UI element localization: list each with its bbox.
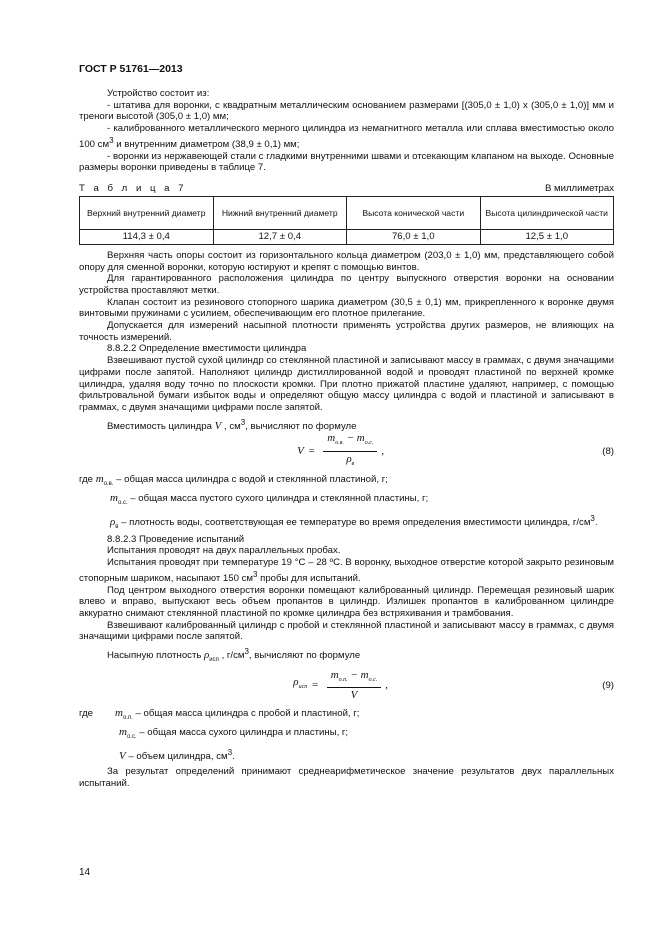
paragraph: - воронки из нержавеющей стали с гладкими внутренними швами и отсекающим клапаном на выходе. Основные размеры воронки приведены в таблице 7. (79, 150, 614, 174)
paragraph: Устройство состоит из: (107, 88, 210, 99)
text-span: Вместимость цилиндра (107, 420, 215, 432)
table-cell: 114,3 ± 0,4 (80, 229, 214, 244)
paragraph: - штатива для воронки, с квадратным металлическим основанием размерами [(305,0 ± 1,0) х (305,0 ± 1,0)] мм и треноги высотой (305,0 ± 1,0) мм; (79, 99, 614, 123)
formula-numerator: $m_{о.в.} - m_{о.с.}$ (323, 433, 377, 452)
formula-expression: $\rho_{исп}$ = $\frac{m_{о.п.} - m_{о.с.}}{V}$ , (293, 668, 388, 702)
formula-comma: , (381, 444, 385, 457)
superscript: 3 (240, 417, 246, 427)
table-row (80, 229, 614, 244)
definition-line: $\rho_в$ – плотность воды, соответствующая ее температуре во время определения вместимости цилиндра, $г/см^3$. (110, 513, 598, 530)
formula-expression: V = $\frac{m_{о.в.} - m_{о.с.}}{\rho_в}$ , (79, 433, 602, 471)
table-caption-row (79, 183, 614, 195)
text-span: и внутренним диаметром (38,9 ± 0,1) мм; (113, 139, 300, 150)
definition-line: V – объем цилиндра, $см^3$. (119, 748, 235, 763)
section-heading: 8.8.2.2 Определение вместимости цилиндра (107, 343, 307, 355)
formula-denominator: $\rho_в$ (346, 452, 355, 467)
formula-8 (79, 433, 614, 471)
formula-9 (79, 667, 614, 705)
paragraph: Насыпную плотность $\rho_{исп}$ , $г/см^3$, вычисляют по формуле (107, 647, 361, 664)
definition-line: где $m_{о.п.}$ – общая масса цилиндра с пробой и пластиной, г; (79, 706, 360, 721)
paragraph: Клапан состоит из резинового стопорного шарика диаметром (30,5 ± 0,1) мм, прикрепленного к воронке двумя винтовыми пружинами с усилием, обеспечивающим его плотное прилегание. (79, 296, 614, 320)
formula-denominator: V (350, 689, 358, 702)
definition-line: где $m_{о.в.}$ – общая масса цилиндра с водой и стеклянной пластиной, г; (79, 472, 388, 487)
formula-number: (8) (602, 445, 614, 457)
table-unit: В миллиметрах (544, 183, 614, 195)
table-header-cell: Высота цилиндрической части (480, 196, 614, 229)
section-heading: 8.8.2.3 Проведение испытаний (107, 533, 245, 545)
var-v: V (214, 419, 222, 432)
text-span: , вычисляют по формуле (245, 420, 357, 432)
table-header-cell: Нижний внутренний диаметр (213, 196, 347, 229)
formula-8-definitions (79, 474, 614, 534)
definition-line: $m_{о.с.}$ – общая масса сухого цилиндра и пластины, г; (119, 726, 349, 741)
document-body (79, 88, 614, 789)
paragraph: Испытания проводят на двух параллельных пробах. (107, 545, 341, 557)
paragraph: За результат определений принимают среднеарифметическое значение результатов двух параллельных испытаний. (79, 765, 614, 789)
table-header-cell: Верхний внутренний диаметр (80, 196, 214, 229)
dimensions-table (79, 196, 614, 245)
paragraph: Взвешивают пустой сухой цилиндр со стеклянной пластиной и записывают массу в граммах, с двумя значащими цифрами после запятой. Наполняют цилиндр дистиллированной водой и проводят пластиной по верхней кромке цилиндра, удаляя воду точно по плоскости кромки. При плотно прижатой пластине удаляют, например, с помощью фильтровальной бумаги избыток воды и определяют общую массу цилиндра с водой и пластиной и записывают в граммах, с двумя значащими цифрами после запятой. (79, 355, 614, 413)
formula-lhs: V (297, 444, 304, 457)
document-header: ГОСТ Р 51761—2013 (79, 63, 183, 75)
paragraph: Под центром выходного отверстия воронки помещают калиброванный цилиндр. Перемещая резиновый шарик влево и вправо, выпускают весь объем пропантов в цилиндр. Излишек пропантов в калиброванном цилиндре аккуратно снимают стеклянной пластиной по кромке цилиндра без встряхивания и трамбования. (79, 584, 614, 619)
superscript: 3 (109, 135, 114, 145)
definition-line: $m_{о.с.}$ – общая масса пустого сухого цилиндра и стеклянной пластины, г; (110, 492, 429, 507)
text-span: - калиброванного металлического мерного цилиндра из немагнитного металла или сплава вместимостью около 100 см (79, 123, 614, 150)
formula-number: (9) (602, 680, 614, 692)
table-header-cell: Высота конической части (347, 196, 481, 229)
paragraph (79, 123, 614, 151)
paragraph: Для гарантированного расположения цилиндра по центру выпускного отверстия воронки на основании устройства проставляют метки. (79, 273, 614, 296)
formula-lhs: $\rho_{исп}$ (293, 676, 308, 691)
paragraph: Испытания проводят при температуре 19 °С – 28 ºС. В воронку, выходное отверстие которой закрыто резиновым стопорным шариком, насыпают 150 $см^3$ пробы для испытаний. (79, 556, 614, 584)
paragraph: Допускается для измерений насыпной плотности применять устройства других размеров, не влияющих на точность измерений. (79, 320, 614, 343)
table-header-row (80, 196, 614, 229)
paragraph (79, 417, 614, 433)
text-span: , см (221, 420, 241, 432)
paragraph: Верхняя часть опоры состоит из горизонтального кольца диаметром (203,0 ± 1,0) мм, представляющего собой опору для сменной воронки, которую юстируют и крепят с помощью винтов. (79, 249, 614, 273)
formula-9-definitions (79, 708, 614, 763)
table-cell: 12,5 ± 1,0 (480, 229, 614, 244)
page-number: 14 (79, 867, 91, 878)
formula-numerator: $m_{о.п.} - m_{о.с.}$ (327, 670, 382, 689)
formula-fraction (323, 433, 377, 471)
table-cell: 12,7 ± 0,4 (213, 229, 347, 244)
table-cell: 76,0 ± 1,0 (347, 229, 481, 244)
table-caption: Т а б л и ц а 7 (79, 183, 187, 195)
formula-comma: , (385, 679, 388, 692)
formula-fraction (327, 670, 382, 703)
paragraph: Взвешивают калиброванный цилиндр с пробой и стеклянной пластиной и записывают массу в граммах, с двумя значащими цифрами после запятой. (79, 619, 614, 643)
